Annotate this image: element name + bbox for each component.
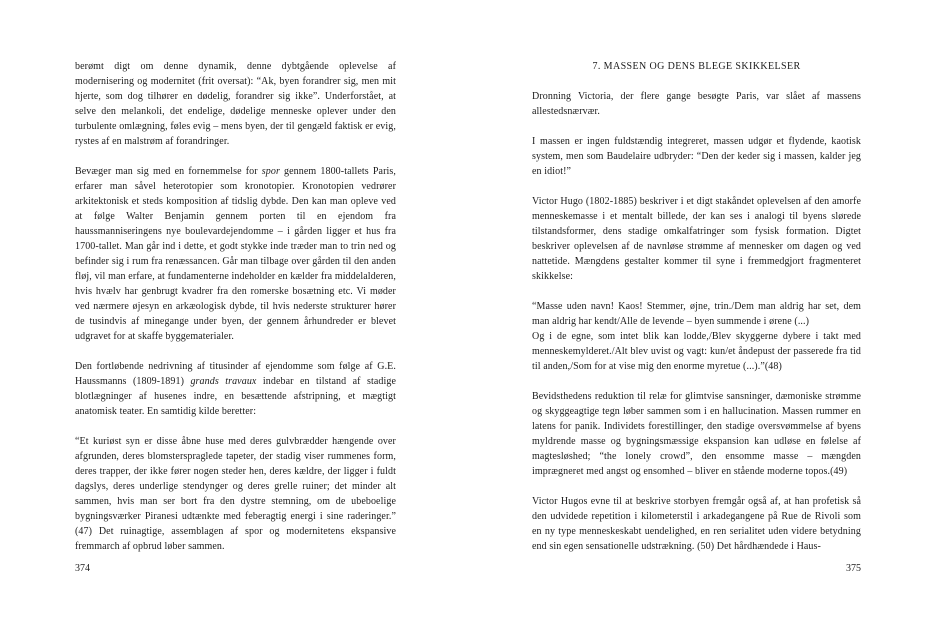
- paragraph: I massen er ingen fuldstændig integreret, massen udgør et flydende, kaotisk system, men som Baudelaire udbryder: “Den der keder sig i massen, kalder jeg en idiot!”: [532, 136, 861, 177]
- paragraph: Victor Hugos evne til at beskrive storbyen fremgår også af, at han profetisk så den udvidede repetition i kilometerstil i arkadegangene på Rue de Rivoli som en ny type menneskeskabt uendelighed, en ren serialitet uden videre betydning end sin egen sensationelle udstrækning. (50) Det hårdhændede i Haus-: [532, 496, 861, 552]
- paragraph: Dronning Victoria, der flere gange besøgte Paris, var slået af massens allestedsnærvær.: [532, 91, 861, 117]
- paragraph: berømt digt om denne dynamik, denne dybtgående oplevelse af modernisering og modernitet (frit oversat): “Ak, byen forandrer sig, men mit hjerte, som dog tilhører en dødelig, forandrer sig ikke”. Underforstået, at selve den melankoli, det endelige, dødelige menneske oplever under den turbulente omlægning, føles evig – mens byen, der til gengæld faktisk er evig, rystes af en malstrøm af forandringer.: [75, 61, 396, 147]
- paragraph: Bevidsthedens reduktion til relæ for glimtvise sansninger, dæmoniske strømme og skyggeagtige tegn løber sammen som i en hallucination. Massen rummer en latens for panik. Individets forestillinger, den stadige oversvømmelse af byens myldrende masse og bygningsmæssige ekspansion kan udløse en følelse af magtesløshed; “the lonely crowd”, den ensomme masse – mængden imprægneret med angst og ensomhed – bliver en stående moderne topos.(49): [532, 391, 861, 477]
- paragraph: “Masse uden navn! Kaos! Stemmer, øjne, trin./Dem man aldrig har set, dem man aldrig har kendt/Alle de levende – byen summende i ørene (...) Og i de egne, som intet blik kan lodde,/Blev skyggerne dybere i takt med menneskemylderet./Alt blev uvist og vagt: kun/et åndepust der passerede fra tid til anden,/Som for at vise mig den enorme myretue (...).”(48): [532, 301, 861, 372]
- page-number-left: 374: [75, 563, 90, 574]
- right-text-column: [532, 59, 861, 554]
- left-text-column: [75, 59, 396, 554]
- paragraph: Bevæger man sig med en fornemmelse for spor gennem 1800-tallets Paris, erfarer man såvel heterotopier som kronotopier. Kronotopien vedrører arkitektonisk et steds komposition af tidslig dybde. Den kan man opleve ved at følge Walter Benjamin gennem porten til en ejendom fra haussmanniseringens nye boulevardejendomme – i gården ligger et hus fra 1700-tallet. Man går ind i dette, et godt stykke inde træder man to trin ned og befinder sig i rum fra renæssancen. Går man tilbage over gården til den anden fløj, vil man erfare, at fundamenterne indeholder en kælder fra middelalderen, hvis hvælv har genbrugt kvadrer fra den romerske bosætning etc. Vi møder ved nærmere øjesyn en arkæologisk dybde, til hvis nederste strukturer hører de tusindvis af minegange under byen, der gennem århundreder er blevet udgravet for at skaffe byggematerialer.: [75, 166, 396, 342]
- paragraph: Den fortløbende nedrivning af titusinder af ejendomme som følge af G.E. Haussmanns (1809-1891) grands travaux indebar en tilstand af stadige blotlægninger af husenes indre, en besættende afstripning, et mægtigt anatomisk teater. En samtidig kilde beretter:: [75, 361, 397, 417]
- right-paragraphs: [532, 89, 861, 554]
- paragraph: Victor Hugo (1802-1885) beskriver i et digt stakåndet oplevelsen af den amorfe menneskemasse i et mentalt billede, der kan ses i analogi til byens slørede tilstandsformer, dens stadige omkalfatringer som fysisk formation. Digtet beskriver oplevelsen af de navnløse strømme af mennesker om dagen og ved nattetide. Mængdens gestalter kommer til syne i fremmedgjort fragmenteret skikkelse:: [532, 196, 861, 282]
- chapter-heading: 7. MASSEN OG DENS BLEGE SKIKKELSER: [592, 61, 801, 72]
- page-number-right: 375: [846, 563, 861, 574]
- paragraph: “Et kuriøst syn er disse åbne huse med deres gulvbrædder hængende over afgrunden, deres blomsterspraglede tapeter, der stadig viser rummenes form, deres trapper, der ikke fører nogen steder hen, deres kældre, der ligger i fuldt dagslys, deres underlige stendynger og deres grelle ruiner; det minder alt sammen, hvis man ser bort fra den dystre stemning, om de ubeboelige bygningsværker Piranesi udtænkte med feberagtig energi i sine raderinger.” (47) Det ruinagtige, assemblagen af spor og modernitetens ekspansive fremmarch af opbrud løber sammen.: [75, 436, 396, 552]
